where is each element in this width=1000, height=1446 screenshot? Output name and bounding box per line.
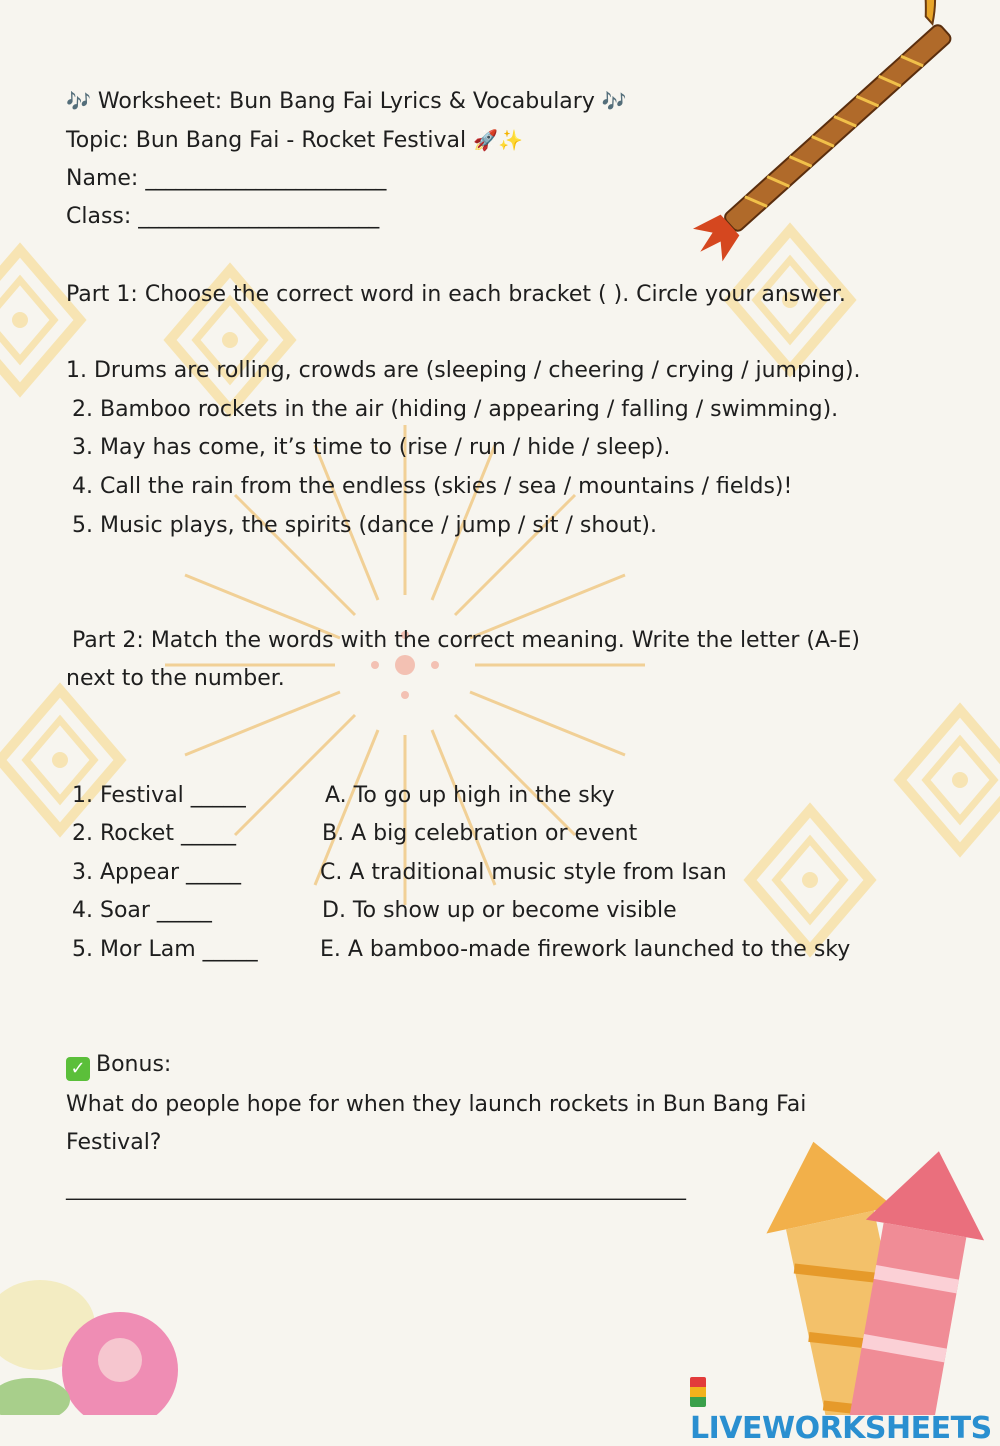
check-mark-icon: ✓ [66,1057,90,1081]
match-meaning-b: B. A big celebration or event [322,821,638,846]
name-field[interactable]: Name: ________________________ [66,166,386,191]
match-meaning-c: C. A traditional music style from Isan [320,860,727,885]
match-word-5[interactable]: 5. Mor Lam _____ [72,937,258,962]
part1-question-5[interactable]: 5. Music plays, the spirits (dance / jump / sit / shout). [72,513,657,538]
music-notes-icon: 🎶 [66,89,91,113]
match-meaning-e: E. A bamboo-made firework launched to the sky [320,937,851,962]
part2-instruction-cont: next to the number. [66,666,285,691]
rocket-sparkles-icon: 🚀✨ [473,128,523,152]
worksheet-title: 🎶 Worksheet: Bun Bang Fai Lyrics & Vocabulary 🎶 [66,89,627,114]
part1-question-3[interactable]: 3. May has come, it’s time to (rise / run / hide / sleep). [72,435,671,460]
bonus-question-cont: Festival? [66,1130,162,1155]
part1-question-4[interactable]: 4. Call the rain from the endless (skies / sea / mountains / fields)! [72,474,793,499]
match-word-1[interactable]: 1. Festival _____ [72,783,246,808]
liveworksheets-logo[interactable]: LIVEWORKSHEETS [690,1376,1000,1446]
part2-instruction: Part 2: Match the words with the correct meaning. Write the letter (A-E) [72,628,860,653]
part1-instruction: Part 1: Choose the correct word in each bracket ( ). Circle your answer. [66,282,846,307]
match-word-2[interactable]: 2. Rocket _____ [72,821,236,846]
bonus-heading: ✓ Bonus: [66,1051,171,1081]
liveworksheets-badge-icon [690,1377,706,1407]
match-meaning-a: A. To go up high in the sky [325,783,615,808]
worksheet-topic: Topic: Bun Bang Fai - Rocket Festival 🚀✨ [66,128,523,153]
bonus-question: What do people hope for when they launch rockets in Bun Bang Fai [66,1092,807,1117]
match-word-3[interactable]: 3. Appear _____ [72,860,242,885]
part1-question-1[interactable]: 1. Drums are rolling, crowds are (sleeping / cheering / crying / jumping). [66,358,861,383]
bonus-answer-line[interactable]: ______________________________________________________________ [66,1176,686,1200]
match-meaning-d: D. To show up or become visible [322,898,677,923]
music-notes-icon: 🎶 [601,89,627,113]
class-field[interactable]: Class: ________________________ [66,204,379,229]
match-word-4[interactable]: 4. Soar _____ [72,898,212,923]
part1-question-2[interactable]: 2. Bamboo rockets in the air (hiding / appearing / falling / swimming). [72,397,839,422]
